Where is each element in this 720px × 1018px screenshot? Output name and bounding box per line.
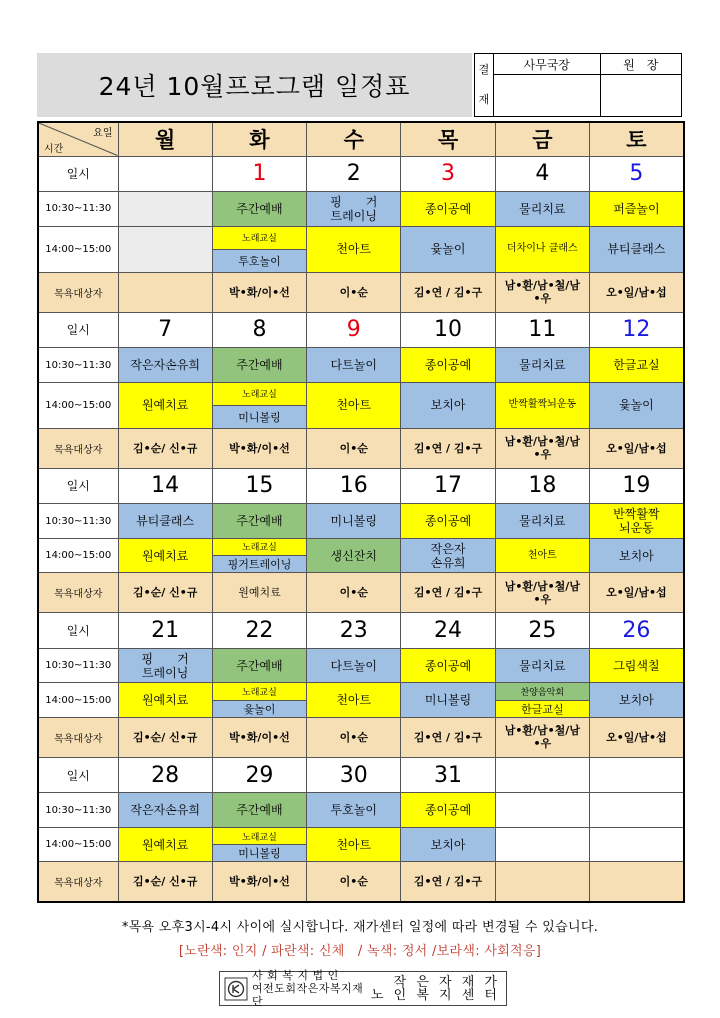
pm-program-thu: 윷놀이 xyxy=(401,226,495,272)
org-right-bottom: 노 인 복 지 센 터 xyxy=(370,987,500,1003)
bath-target-thu: 김•연 / 김•구 xyxy=(401,272,495,312)
bath-target-fri: 남•환/남•철/남 •우 xyxy=(495,428,589,468)
am-program-sat xyxy=(589,793,683,828)
pm-program-bottom: 미니볼링 xyxy=(213,406,306,428)
bath-row-label: 목욕대상자 xyxy=(38,717,118,757)
date-row xyxy=(38,156,684,192)
approval-side-label xyxy=(475,54,494,117)
organization-box xyxy=(219,971,507,1006)
pm-program-wed: 천아트 xyxy=(307,226,401,272)
pm-row-label: 14:00~15:00 xyxy=(38,226,118,272)
am-row-label: 10:30~11:30 xyxy=(38,504,118,539)
date-row-label: 일시 xyxy=(38,312,118,348)
weekday-header-row xyxy=(38,122,684,156)
corner-cell xyxy=(38,122,118,156)
date-cell-thu: 24 xyxy=(401,613,495,649)
am-program-thu: 종이공예 xyxy=(401,348,495,383)
date-cell-mon: 21 xyxy=(118,613,212,649)
bath-target-mon: 김•순/ 신•규 xyxy=(118,862,212,902)
am-program-tue: 주간예배 xyxy=(212,192,306,227)
approval-col-director: 사무국장 xyxy=(494,54,601,75)
am-program-fri: 물리치료 xyxy=(495,348,589,383)
bath-target-tue: 박•화/이•선 xyxy=(212,272,306,312)
am-program-mon: 뷰티클래스 xyxy=(118,504,212,539)
corner-day-label: 요일 xyxy=(93,128,113,139)
date-cell-mon xyxy=(118,156,212,192)
date-cell-thu: 10 xyxy=(401,312,495,348)
am-program-thu: 종이공예 xyxy=(401,192,495,227)
split-program-cell xyxy=(213,828,306,862)
am-program-fri: 물리치료 xyxy=(495,504,589,539)
pm-program-top: 노래교실 xyxy=(213,539,306,556)
org-right-top: 작 은 자 재 가 xyxy=(393,974,500,990)
date-row-label: 일시 xyxy=(38,757,118,793)
split-program-cell xyxy=(213,683,306,717)
date-row xyxy=(38,312,684,348)
bath-target-mon: 김•순/ 신•규 xyxy=(118,428,212,468)
pm-program-tue-split xyxy=(212,827,306,862)
am-program-wed: 핑 거 트레이닝 xyxy=(307,192,401,227)
date-cell-thu: 17 xyxy=(401,468,495,504)
bath-target-wed: 이•순 xyxy=(307,272,401,312)
bath-row-label: 목욕대상자 xyxy=(38,428,118,468)
weekday-mon: 월 xyxy=(118,122,212,156)
am-row xyxy=(38,504,684,539)
pm-program-tue-split xyxy=(212,226,306,272)
approval-box xyxy=(474,53,682,117)
pm-program-wed: 천아트 xyxy=(307,683,401,718)
am-program-thu: 종이공예 xyxy=(401,648,495,683)
pm-program-wed: 천아트 xyxy=(307,827,401,862)
bath-target-mon: 김•순/ 신•규 xyxy=(118,717,212,757)
date-cell-sat: 19 xyxy=(589,468,683,504)
am-program-mon: 작은자손유희 xyxy=(118,793,212,828)
am-program-tue: 주간예배 xyxy=(212,348,306,383)
am-row-label: 10:30~11:30 xyxy=(38,793,118,828)
date-cell-tue: 29 xyxy=(212,757,306,793)
pm-program-thu: 미니볼링 xyxy=(401,683,495,718)
pm-program-sat: 보치아 xyxy=(589,538,683,573)
am-program-tue: 주간예배 xyxy=(212,793,306,828)
date-cell-mon: 7 xyxy=(118,312,212,348)
am-program-tue: 주간예배 xyxy=(212,648,306,683)
am-program-sat: 퍼즐놀이 xyxy=(589,192,683,227)
org-left-bottom: 여전도회작은자복지재단 xyxy=(252,982,364,1008)
date-cell-fri xyxy=(495,757,589,793)
am-program-wed: 투호놀이 xyxy=(307,793,401,828)
pm-program-sat: 보치아 xyxy=(589,683,683,718)
bath-row xyxy=(38,272,684,312)
pm-program-tue-split xyxy=(212,382,306,428)
split-program-cell xyxy=(213,539,306,573)
weekday-thu: 목 xyxy=(401,122,495,156)
pm-program-sat: 윷놀이 xyxy=(589,382,683,428)
bath-target-thu: 김•연 / 김•구 xyxy=(401,573,495,613)
pm-program-top: 노래교실 xyxy=(213,227,306,250)
split-program-cell xyxy=(213,383,306,428)
color-legend: [노란색: 인지 / 파란색: 신체 / 녹색: 정서 /보라색: 사회적응] xyxy=(178,944,542,959)
date-row xyxy=(38,613,684,649)
pm-program-bottom: 윷놀이 xyxy=(213,701,306,717)
bath-row-label: 목욕대상자 xyxy=(38,862,118,902)
am-row xyxy=(38,192,684,227)
pm-program-mon: 원예치료 xyxy=(118,382,212,428)
bath-row-label: 목욕대상자 xyxy=(38,573,118,613)
date-cell-tue: 8 xyxy=(212,312,306,348)
bath-target-thu: 김•연 / 김•구 xyxy=(401,862,495,902)
pm-program-mon xyxy=(118,226,212,272)
pm-program-bottom: 미니볼링 xyxy=(213,845,306,861)
bath-target-wed: 이•순 xyxy=(307,428,401,468)
pm-row-label: 14:00~15:00 xyxy=(38,683,118,718)
organization-logo-icon xyxy=(224,977,248,1001)
pm-row xyxy=(38,226,684,272)
pm-row-label: 14:00~15:00 xyxy=(38,827,118,862)
pm-program-fri: 반짝활짝뇌운동 xyxy=(495,382,589,428)
date-row-label: 일시 xyxy=(38,613,118,649)
organization-right-text xyxy=(371,976,500,1002)
bath-row xyxy=(38,717,684,757)
schedule-table xyxy=(37,121,685,903)
pm-program-top: 노래교실 xyxy=(213,828,306,845)
bath-row xyxy=(38,573,684,613)
pm-program-fri-split xyxy=(495,683,589,718)
am-program-mon: 작은자손유희 xyxy=(118,348,212,383)
date-row-label: 일시 xyxy=(38,156,118,192)
bath-target-tue: 박•화/이•선 xyxy=(212,428,306,468)
bath-target-thu: 김•연 / 김•구 xyxy=(401,428,495,468)
date-cell-fri: 11 xyxy=(495,312,589,348)
pm-row xyxy=(38,683,684,718)
pm-program-thu: 작은자 손유희 xyxy=(401,538,495,573)
date-cell-tue: 15 xyxy=(212,468,306,504)
bath-target-tue: 원예치료 xyxy=(212,573,306,613)
am-program-wed: 미니볼링 xyxy=(307,504,401,539)
weekday-fri: 금 xyxy=(495,122,589,156)
date-cell-thu: 3 xyxy=(401,156,495,192)
date-cell-thu: 31 xyxy=(401,757,495,793)
date-cell-sat xyxy=(589,757,683,793)
am-program-fri xyxy=(495,793,589,828)
pm-program-sat: 뷰티클래스 xyxy=(589,226,683,272)
weekday-sat: 토 xyxy=(589,122,683,156)
pm-program-bottom: 투호놀이 xyxy=(213,250,306,272)
pm-program-tue-split xyxy=(212,683,306,718)
bath-row xyxy=(38,428,684,468)
split-program-cell xyxy=(213,227,306,272)
date-cell-wed: 16 xyxy=(307,468,401,504)
bath-target-fri: 남•환/남•철/남 •우 xyxy=(495,717,589,757)
date-cell-mon: 28 xyxy=(118,757,212,793)
am-program-sat: 그림색칠 xyxy=(589,648,683,683)
am-row xyxy=(38,793,684,828)
approval-side-top: 결 xyxy=(478,63,490,76)
bath-target-wed: 이•순 xyxy=(307,717,401,757)
pm-row xyxy=(38,538,684,573)
title-box xyxy=(37,53,472,117)
bath-target-fri: 남•환/남•철/남 •우 xyxy=(495,272,589,312)
am-row-label: 10:30~11:30 xyxy=(38,192,118,227)
bath-target-sat: 오•일/남•섭 xyxy=(589,428,683,468)
bath-target-mon xyxy=(118,272,212,312)
bath-target-tue: 박•화/이•선 xyxy=(212,862,306,902)
pm-program-sat xyxy=(589,827,683,862)
organization-left-text xyxy=(252,969,371,1008)
date-cell-mon: 14 xyxy=(118,468,212,504)
approval-side-bottom: 재 xyxy=(478,93,490,106)
pm-program-fri: 더차이나 클래스 xyxy=(495,226,589,272)
pm-program-mon: 원예치료 xyxy=(118,827,212,862)
approval-sign-director[interactable] xyxy=(494,75,601,117)
am-program-sat: 한글교실 xyxy=(589,348,683,383)
date-cell-wed: 2 xyxy=(307,156,401,192)
date-cell-sat: 12 xyxy=(589,312,683,348)
pm-program-thu: 보치아 xyxy=(401,827,495,862)
org-left-top: 사 회 복 지 법 인 xyxy=(252,969,339,982)
bath-target-sat: 오•일/남•섭 xyxy=(589,573,683,613)
bath-row xyxy=(38,862,684,902)
date-cell-fri: 4 xyxy=(495,156,589,192)
am-row xyxy=(38,348,684,383)
am-program-mon: 핑 거 트레이닝 xyxy=(118,648,212,683)
approval-col-chief: 원 장 xyxy=(600,54,681,75)
am-program-fri: 물리치료 xyxy=(495,648,589,683)
pm-program-top: 찬양음악회 xyxy=(496,683,589,700)
bath-target-fri: 남•환/남•철/남 •우 xyxy=(495,573,589,613)
pm-program-mon: 원예치료 xyxy=(118,683,212,718)
bath-target-sat: 오•일/남•섭 xyxy=(589,272,683,312)
pm-program-mon: 원예치료 xyxy=(118,538,212,573)
date-cell-fri: 25 xyxy=(495,613,589,649)
weekday-wed: 수 xyxy=(307,122,401,156)
page-title: 24년 10월프로그램 일정표 xyxy=(98,72,411,101)
pm-program-fri: 천아트 xyxy=(495,538,589,573)
date-cell-wed: 9 xyxy=(307,312,401,348)
pm-program-top: 노래교실 xyxy=(213,683,306,700)
date-row xyxy=(38,757,684,793)
date-cell-wed: 30 xyxy=(307,757,401,793)
am-program-mon xyxy=(118,192,212,227)
pm-row xyxy=(38,382,684,428)
am-program-thu: 종이공예 xyxy=(401,504,495,539)
am-row-label: 10:30~11:30 xyxy=(38,348,118,383)
pm-program-top: 노래교실 xyxy=(213,383,306,406)
pm-program-tue-split xyxy=(212,538,306,573)
pm-program-wed: 천아트 xyxy=(307,382,401,428)
pm-program-bottom: 한글교실 xyxy=(496,701,589,717)
bath-target-thu: 김•연 / 김•구 xyxy=(401,717,495,757)
pm-row-label: 14:00~15:00 xyxy=(38,538,118,573)
bath-target-mon: 김•순/ 신•규 xyxy=(118,573,212,613)
date-cell-sat: 5 xyxy=(589,156,683,192)
date-cell-fri: 18 xyxy=(495,468,589,504)
am-program-wed: 다트놀이 xyxy=(307,348,401,383)
pm-row-label: 14:00~15:00 xyxy=(38,382,118,428)
approval-sign-chief[interactable] xyxy=(600,75,681,117)
date-cell-tue: 1 xyxy=(212,156,306,192)
am-program-sat: 반짝활짝 뇌운동 xyxy=(589,504,683,539)
am-program-tue: 주간예배 xyxy=(212,504,306,539)
pm-program-bottom: 핑거트레이닝 xyxy=(213,556,306,572)
pm-program-fri xyxy=(495,827,589,862)
corner-time-label: 시간 xyxy=(44,143,64,155)
bath-note: *목욕 오후3시-4시 사이에 실시합니다. 재가센터 일정에 따라 변경될 수 있습니다. xyxy=(121,920,599,935)
date-row-label: 일시 xyxy=(38,468,118,504)
bath-row-label: 목욕대상자 xyxy=(38,272,118,312)
date-row xyxy=(38,468,684,504)
am-row-label: 10:30~11:30 xyxy=(38,648,118,683)
pm-program-thu: 보치아 xyxy=(401,382,495,428)
bath-target-sat: 오•일/남•섭 xyxy=(589,717,683,757)
date-cell-sat: 26 xyxy=(589,613,683,649)
bath-target-wed: 이•순 xyxy=(307,862,401,902)
am-program-fri: 물리치료 xyxy=(495,192,589,227)
date-cell-tue: 22 xyxy=(212,613,306,649)
split-program-cell xyxy=(496,683,589,717)
bath-target-tue: 박•화/이•선 xyxy=(212,717,306,757)
pm-program-wed: 생신잔치 xyxy=(307,538,401,573)
bath-target-fri xyxy=(495,862,589,902)
pm-row xyxy=(38,827,684,862)
am-row xyxy=(38,648,684,683)
am-program-thu: 종이공예 xyxy=(401,793,495,828)
date-cell-wed: 23 xyxy=(307,613,401,649)
bath-target-sat xyxy=(589,862,683,902)
am-program-wed: 다트놀이 xyxy=(307,648,401,683)
bath-target-wed: 이•순 xyxy=(307,573,401,613)
weekday-tue: 화 xyxy=(212,122,306,156)
